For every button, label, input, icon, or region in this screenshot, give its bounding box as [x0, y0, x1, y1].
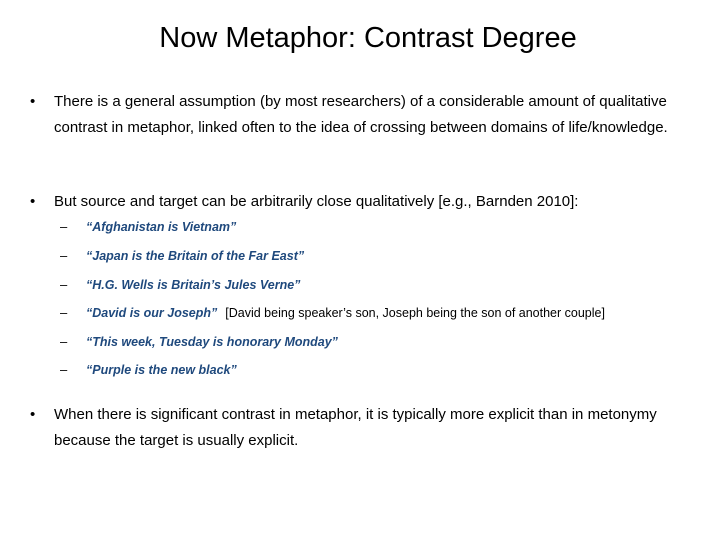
example-text: “David is our Joseph” [David being speaker’s son, Joseph being the son of another couple] — [86, 306, 605, 320]
example-text: “Afghanistan is Vietnam” — [86, 220, 237, 234]
example-note: [David being speaker’s son, Joseph being the son of another couple] — [225, 306, 605, 320]
slide-title: Now Metaphor: Contrast Degree — [159, 22, 577, 54]
dash-marker: – — [60, 305, 68, 320]
dash-marker: – — [60, 248, 68, 263]
bullet-marker: • — [30, 93, 36, 110]
example-text: “H.G. Wells is Britain’s Jules Verne” — [86, 278, 301, 292]
bullet-text: There is a general assumption (by most researchers) of a considerable amount of qualitative contrast in metaphor, linked often to the idea of crossing between domains of life/knowledge. — [54, 93, 668, 136]
bullet-marker: • — [30, 193, 36, 210]
example-text: “This week, Tuesday is honorary Monday” — [86, 335, 338, 349]
dash-marker: – — [60, 219, 68, 234]
dash-marker: – — [60, 362, 68, 377]
example-text: “Japan is the Britain of the Far East” — [86, 249, 305, 263]
bullet-marker: • — [30, 406, 36, 423]
bullet-text: But source and target can be arbitrarily close qualitatively [e.g., Barnden 2010]: — [54, 193, 579, 210]
dash-marker: – — [60, 277, 68, 292]
example-text: “Purple is the new black” — [86, 363, 237, 377]
dash-marker: – — [60, 334, 68, 349]
bullet-text: When there is significant contrast in metaphor, it is typically more explicit than in metonymy because the target is usually explicit. — [54, 406, 657, 449]
